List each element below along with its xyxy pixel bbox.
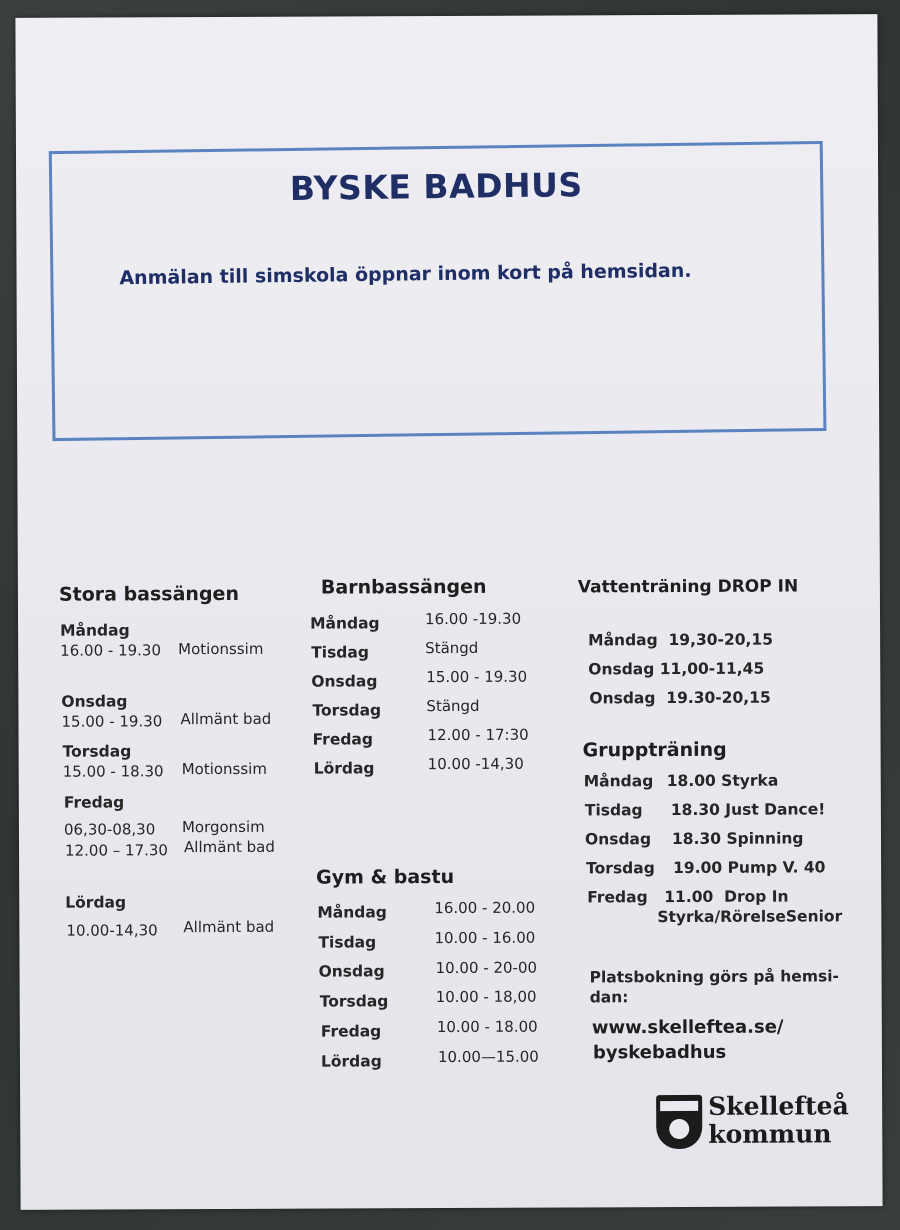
- gym-heading: Gym & bastu: [316, 865, 455, 889]
- stora-fredag-activity-2: Allmänt bad: [183, 837, 275, 857]
- grupp-row-day: Torsdag: [586, 859, 655, 878]
- barn-row-day: Torsdag: [312, 701, 382, 720]
- stora-onsdag-time: 15.00 - 19.30: [61, 712, 163, 731]
- stora-heading: Stora bassängen: [58, 582, 239, 606]
- gym-row-time: 10.00 - 18.00: [436, 1017, 538, 1037]
- booking-text-line-1: Platsbokning görs på hemsi-: [589, 967, 839, 987]
- barn-row-day: Fredag: [312, 730, 374, 749]
- barn-row-day: Lördag: [313, 759, 375, 778]
- coat-of-arms-icon: [656, 1095, 702, 1149]
- page-title: BYSKE BADHUS: [289, 165, 583, 208]
- stora-mandag-time: 16.00 - 19.30: [60, 641, 162, 660]
- stora-fredag-time-1: 06,30-08,30: [63, 820, 156, 839]
- booking-text-line-2: dan:: [589, 988, 629, 1007]
- booking-url-line-1: www.skelleftea.se/: [591, 1016, 784, 1039]
- stora-mandag-activity: Motionssim: [178, 639, 264, 659]
- poster-sheet: [15, 14, 882, 1210]
- grupp-row-activity: 18.30 Spinning: [671, 829, 804, 849]
- barn-row-day: Måndag: [310, 614, 380, 633]
- barn-row-day: Onsdag: [311, 672, 378, 691]
- stora-onsdag-activity: Allmänt bad: [180, 709, 272, 729]
- stora-lordag-time: 10.00-14,30: [66, 921, 158, 940]
- logo-text: [708, 1092, 849, 1149]
- grupp-heading: Gruppträning: [582, 738, 727, 762]
- grupp-row-day: Måndag: [583, 772, 654, 791]
- vatten-row: Onsdag 19.30-20,15: [589, 688, 771, 708]
- booking-url-line-2: byskebadhus: [592, 1041, 727, 1064]
- stora-lordag-day: Lördag: [65, 893, 127, 912]
- barn-row-time: Stängd: [426, 696, 480, 716]
- gym-row-day: Fredag: [320, 1022, 382, 1041]
- gym-row-time: 10.00 - 16.00: [434, 928, 536, 948]
- gym-row-time: 16.00 - 20.00: [434, 898, 536, 918]
- grupp-row-activity: 19.00 Pump V. 40: [673, 858, 826, 878]
- gym-row-time: 10.00—15.00: [437, 1047, 539, 1067]
- grupp-row-activity: 18.30 Just Dance!: [670, 800, 826, 820]
- grupp-row-activity: 18.00 Styrka: [666, 771, 779, 791]
- gym-row-time: 10.00 - 20-00: [435, 958, 538, 978]
- barn-row-time: Stängd: [425, 638, 479, 658]
- stora-mandag-day: Måndag: [60, 621, 130, 640]
- logo-line-2: kommun: [708, 1119, 832, 1149]
- barn-heading: Barnbassängen: [320, 575, 487, 599]
- vatten-row: Onsdag 11,00-11,45: [588, 659, 765, 679]
- stora-torsdag-day: Torsdag: [62, 742, 132, 761]
- gym-row-day: Torsdag: [319, 992, 389, 1011]
- barn-row-time: 15.00 - 19.30: [426, 667, 528, 687]
- barn-row-day: Tisdag: [311, 643, 369, 662]
- grupp-row-day: Tisdag: [584, 801, 643, 820]
- header-box: [49, 141, 827, 441]
- vatten-heading: Vattenträning DROP IN: [577, 576, 799, 598]
- vatten-row: Måndag 19,30-20,15: [588, 630, 774, 650]
- stora-lordag-activity: Allmänt bad: [183, 917, 275, 937]
- grupp-row-day: Onsdag: [584, 830, 652, 849]
- grupp-row-day: Fredag: [587, 888, 648, 907]
- stora-onsdag-day: Onsdag: [61, 692, 128, 711]
- stora-torsdag-activity: Motionssim: [181, 759, 267, 779]
- stora-fredag-activity-1: Morgonsim: [181, 817, 265, 837]
- stora-fredag-time-2: 12.00 – 17.30: [64, 841, 168, 860]
- gym-row-day: Måndag: [317, 903, 387, 922]
- barn-row-time: 10.00 -14,30: [427, 754, 524, 774]
- gym-row-day: Lördag: [320, 1052, 382, 1071]
- gym-row-time: 10.00 - 18,00: [435, 987, 537, 1007]
- grupp-fredag-line-2: Styrka/RörelseSenior: [657, 907, 843, 927]
- stora-fredag-day: Fredag: [63, 793, 125, 812]
- stora-torsdag-time: 15.00 - 18.30: [62, 762, 164, 781]
- logo-line-1: Skellefteå: [708, 1091, 849, 1121]
- gym-row-day: Tisdag: [318, 933, 377, 952]
- skelleftea-logo: [656, 1092, 856, 1153]
- gym-row-day: Onsdag: [318, 962, 385, 981]
- grupp-row-activity: 11.00 Drop In: [664, 887, 789, 907]
- barn-row-time: 12.00 - 17:30: [427, 725, 529, 745]
- swim-school-notice: Anmälan till simskola öppnar inom kort på hemsidan.: [119, 259, 692, 290]
- barn-row-time: 16.00 -19.30: [424, 609, 522, 629]
